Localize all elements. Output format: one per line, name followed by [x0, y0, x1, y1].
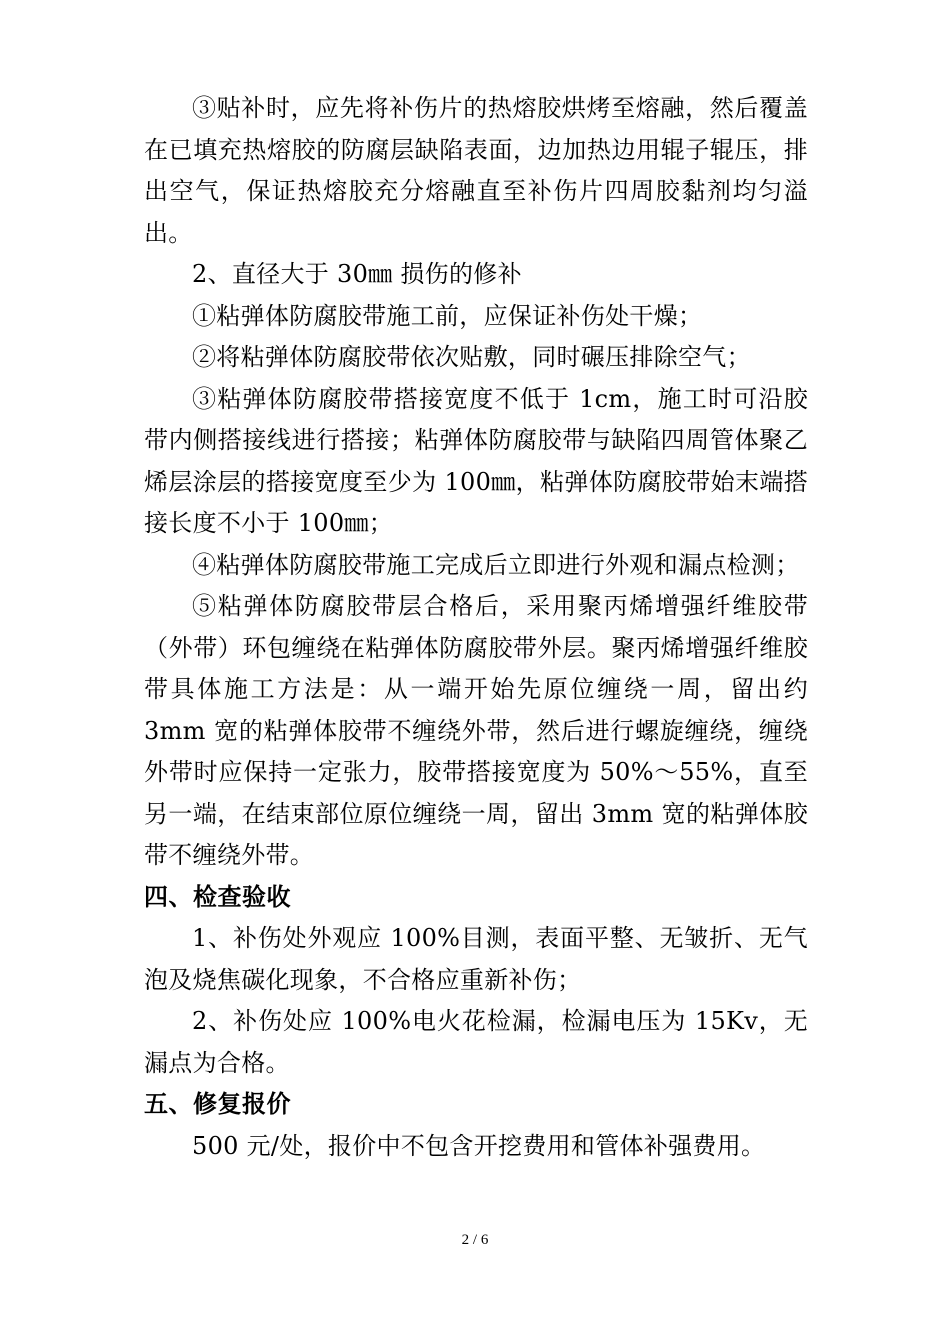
paragraph-inspection-2: 2、补伤处应 100%电火花检漏，检漏电压为 15Kv，无漏点为合格。 [144, 1007, 808, 1077]
subheading-large-damage: 2、直径大于 30㎜ 损伤的修补 [192, 260, 522, 288]
paragraph-inspection-1: 1、补伤处外观应 100%目测，表面平整、无皱折、无气泡及烧焦碳化现象，不合格应重新补伤； [144, 924, 808, 994]
paragraph-tape-step-1: ①粘弹体防腐胶带施工前，应保证补伤处干燥； [192, 301, 703, 330]
paragraph-quote: 500 元/处，报价中不包含开挖费用和管体补强费用。 [192, 1131, 766, 1160]
document-body [144, 88, 808, 1167]
page-number: 2 / 6 [461, 1232, 489, 1248]
paragraph-tape-step-5: ⑤粘弹体防腐胶带层合格后，采用聚丙烯增强纤维胶带（外带）环包缠绕在粘弹体防腐胶带外层。聚丙烯增强纤维胶带具体施工方法是：从一端开始先原位缠绕一周，留出约 3mm 宽的粘弹体胶带不缠绕外带，然后进行螺旋缠绕，缠绕外带时应保持一定张力，胶带搭接宽度为 50%～55%，直至另一端，在结束部位原位缠绕一周，留出 3mm 宽的粘弹体胶带不缠绕外带。 [144, 592, 808, 869]
paragraph-tape-step-3: ③粘弹体防腐胶带搭接宽度不低于 1cm，施工时可沿胶带内侧搭接线进行搭接；粘弹体防腐胶带与缺陷四周管体聚乙烯层涂层的搭接宽度至少为 100㎜，粘弹体防腐胶带始末端搭接长度不小于 100㎜； [144, 384, 808, 537]
paragraph-tape-step-4: ④粘弹体防腐胶带施工完成后立即进行外观和漏点检测； [192, 550, 800, 579]
paragraph-tape-step-2: ②将粘弹体防腐胶带依次贴敷，同时碾压排除空气； [192, 343, 751, 371]
section-heading-quote: 五、修复报价 [144, 1090, 291, 1118]
section-heading-inspection: 四、检查验收 [144, 882, 291, 911]
paragraph-patch-step-3: ③贴补时，应先将补伤片的热熔胶烘烤至熔融，然后覆盖在已填充热熔胶的防腐层缺陷表面，边加热边用辊子辊压，排出空气，保证热熔胶充分熔融直至补伤片四周胶黏剂均匀溢出。 [144, 94, 808, 247]
